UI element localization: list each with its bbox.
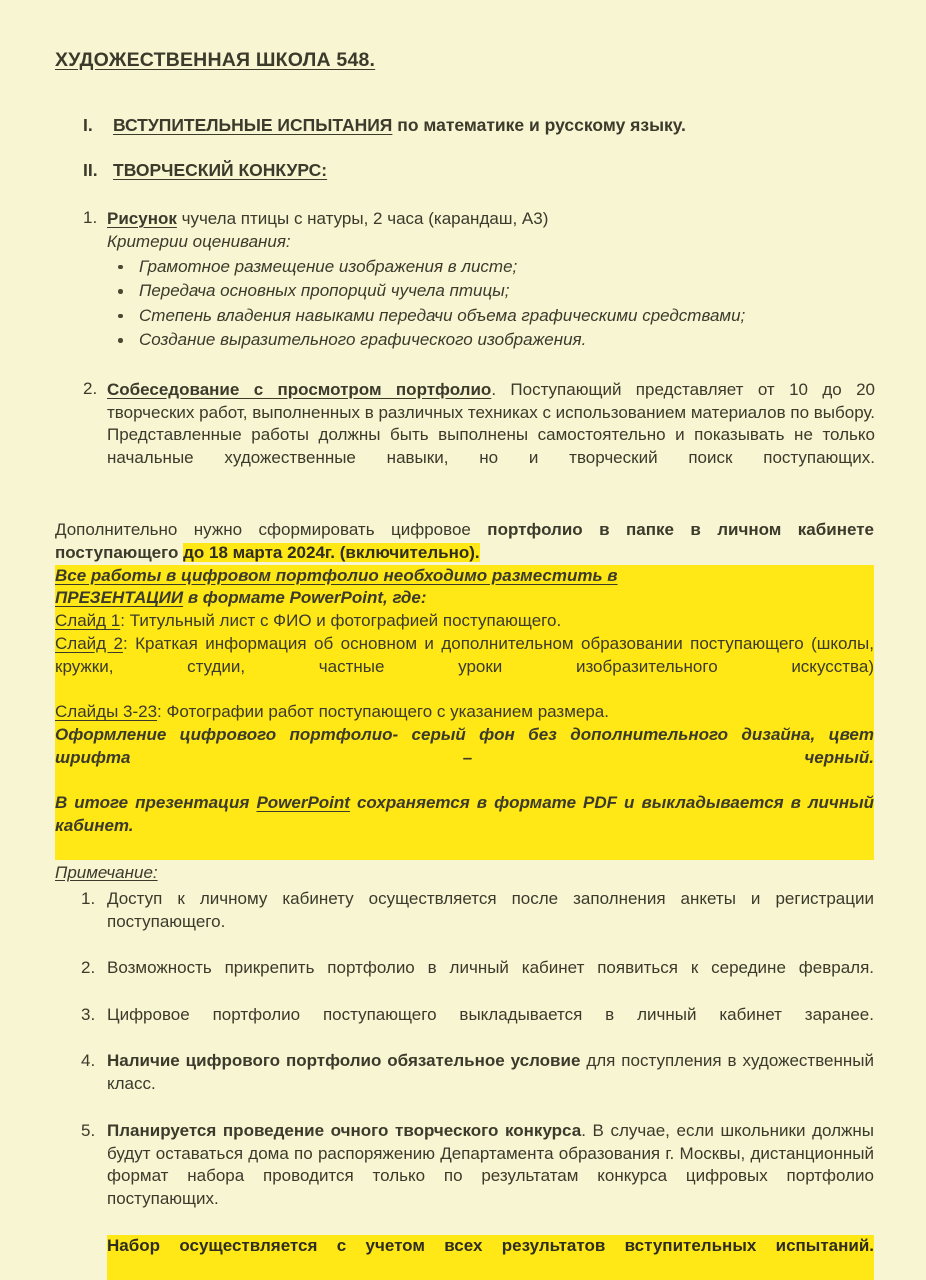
contest-item-1 [55,208,875,353]
drawing-line [107,208,875,230]
roman-marker-ii: II. [83,160,98,180]
slide-2-label: Слайд 2 [55,633,123,653]
presentation-format: в формате PowerPoint, где: [183,588,427,608]
paragraph-pdf [55,792,874,860]
additional-plain: Дополнительно нужно сформировать цифровое [55,520,488,539]
presentation-line-2 [55,587,874,610]
final-highlight-block [107,1235,874,1280]
note-2-text: Возможность прикрепить портфолио в личный кабинет появиться к середине февраля. [107,958,874,978]
slide-3-23-text: : Фотографии работ поступающего с указанием размера. [157,702,609,722]
note-5-bold-lead: Планируется проведение очного творческого конкурса [107,1120,582,1140]
note-3-body [107,1004,874,1050]
drawing-rest: чучела птицы с натуры, 2 часа (карандаш, А3) [176,209,549,228]
note-2-marker: 2. [81,958,96,978]
drawing-label: Рисунок [107,209,177,228]
roman-section-ii [55,160,875,181]
powerpoint-word: PowerPoint [256,793,350,813]
note-item-5 [55,1120,874,1234]
note-3-text: Цифровое портфолио поступающего выкладывается в личный кабинет заранее. [107,1004,874,1024]
slide-3-23-line [55,701,874,724]
presentation-line-1 [55,565,874,588]
note-4-marker: 4. [81,1051,96,1071]
criteria-label: Критерии оценивания: [107,232,291,252]
interview-label: Собеседование с просмотром портфолио [107,379,492,399]
creative-contest-label: ТВОРЧЕСКИЙ КОНКУРС: [113,160,328,180]
contest-item-1-marker: 1. [83,208,98,227]
paragraph-design [55,724,874,792]
slide-2-text: : Краткая информация об основном и дополнительном образовании поступающего (школы, кружки, студии, частные уроки изобразительного искусства) [55,633,874,676]
criteria-item: Создание выразительного графического изображения. [107,328,875,352]
slide-1-line [55,610,874,633]
note-1-marker: 1. [81,889,96,909]
pdf-end: сохраняется в формате PDF и выкладывается в личный кабинет. [55,793,874,835]
notes-list [55,888,874,1233]
contest-item-2-marker: 2. [83,378,98,398]
contest-item-1-body [107,208,875,353]
note-4-body [107,1050,874,1118]
note-item-2 [55,957,874,1003]
roman-marker-i: I. [83,115,93,135]
presentation-word: ПРЕЗЕНТАЦИИ [55,588,184,608]
body-content [55,519,874,1280]
slide-1-text: : Титульный лист с ФИО и фотографией поступающего. [120,611,562,631]
slide-1-label: Слайд 1 [55,611,121,631]
note-5-marker: 5. [81,1120,96,1140]
note-1-text: Доступ к личному кабинету осуществляется после заполнения анкеты и регистрации поступающего. [107,889,874,931]
note-2-body [107,957,874,1003]
note-1-body [107,888,874,956]
presentation-line-1-text: Все работы в цифровом портфолио необходимо разместить в [55,565,618,585]
note-4-text: для поступления в художественный класс. [107,1051,874,1094]
additional-bold: портфолио в папке в личном кабинете поступающего [55,520,874,562]
note-item-1 [55,888,874,956]
note-4-bold-lead: Наличие цифрового портфолио обязательное условие [107,1051,581,1071]
note-item-3 [55,1004,874,1050]
contest-item-2-body [107,379,875,493]
note-5-body [107,1120,874,1234]
paragraph-additional [55,519,874,565]
roman-text-i [113,115,875,136]
slide-2-line [55,633,874,701]
final-highlight-text: Набор осуществляется с учетом всех результатов вступительных испытаний. [107,1235,874,1255]
contest-item-2 [55,379,875,493]
roman-sections [55,115,875,205]
design-text: Оформление цифрового портфолио- серый фон без дополнительного дизайна, цвет шрифта – черный. [55,724,874,767]
slide-3-23-label: Слайды 3-23 [55,702,158,722]
criteria-item: Грамотное размещение изображения в листе; [107,255,875,279]
deadline-highlight: до 18 марта 2024г. (включительно). [183,542,480,562]
page-title: ХУДОЖЕСТВЕННАЯ ШКОЛА 548. [55,49,376,71]
roman-section-i [55,115,875,136]
entrance-exams-rest: по математике и русскому языку. [392,115,686,135]
note-5-text: . В случае, если школьники должны будут оставаться дома по распоряжению Департамента образования г. Москвы, дистанционный формат набора проводится только по результатам конкурса цифровых портфолио поступающих. [107,1120,874,1209]
entrance-exams-label: ВСТУПИТЕЛЬНЫЕ ИСПЫТАНИЯ [113,115,393,135]
interview-text: . Поступающий представляет от 10 до 20 творческих работ, выполненных в различных техниках с использованием материалов по выбору. Представленные работы должны быть выполнены самостоятельно и показывать не только начальные художественные навыки, но и творческий поиск поступающих. [107,379,875,468]
note-item-4 [55,1050,874,1118]
criteria-item: Передача основных пропорций чучела птицы; [107,279,875,303]
criteria-list [107,255,875,353]
criteria-item: Степень владения навыками передачи объема графическими средствами; [107,304,875,328]
note-3-marker: 3. [81,1004,96,1024]
roman-text-ii [113,160,875,181]
creative-contest-list [55,208,875,493]
note-label: Примечание: [55,863,158,883]
pdf-start: В итоге презентация [55,793,257,813]
